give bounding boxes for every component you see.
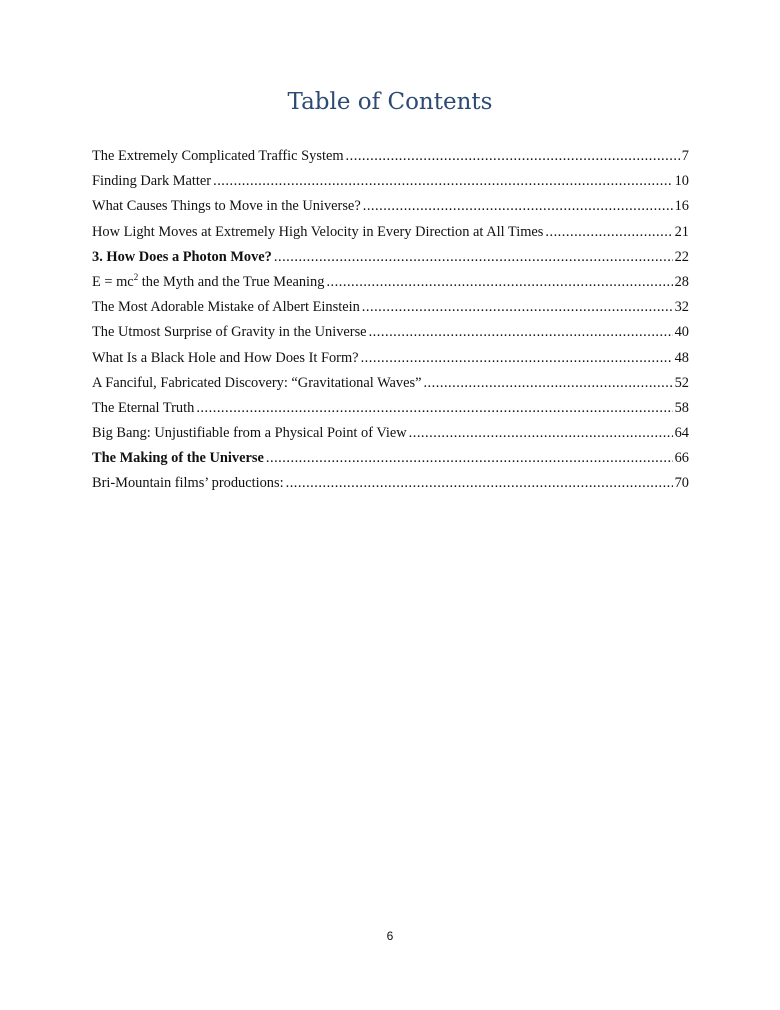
toc-list (92, 148, 689, 501)
toc-entry-page: 21 (674, 223, 689, 240)
dot-leader (196, 400, 672, 417)
toc-entry-title: The Utmost Surprise of Gravity in the Universe (92, 324, 367, 341)
page-number: 6 (386, 929, 394, 943)
toc-entry (92, 173, 689, 198)
toc-entry-page: 70 (674, 475, 689, 492)
toc-entry (92, 425, 689, 450)
toc-entry-page: 52 (674, 374, 689, 391)
toc-entry (92, 350, 689, 375)
toc-entry (92, 324, 689, 349)
toc-entry-title: The Most Adorable Mistake of Albert Einstein (92, 299, 360, 316)
toc-entry-page: 32 (674, 299, 689, 316)
dot-leader (213, 173, 673, 190)
toc-entry-title: 3. How Does a Photon Move? (92, 248, 272, 265)
dot-leader (286, 475, 673, 492)
toc-entry-title: What Causes Things to Move in the Universe? (92, 198, 361, 215)
toc-entry-page: 48 (674, 349, 689, 366)
toc-entry-title-end: the Myth and the True Meaning (138, 273, 325, 290)
toc-entry (92, 400, 689, 425)
toc-entry-title: What Is a Black Hole and How Does It Form? (92, 349, 359, 366)
toc-entry-page: 16 (674, 198, 689, 215)
toc-entry (92, 249, 689, 274)
toc-entry-title-start: E = mc (92, 273, 134, 290)
dot-leader (326, 274, 672, 291)
toc-entry-title: The Extremely Complicated Traffic System (92, 148, 344, 164)
toc-entry-page: 10 (674, 173, 689, 190)
toc-entry-page: 7 (681, 148, 689, 164)
dot-leader (266, 450, 673, 467)
toc-entry-title: Bri-Mountain films’ productions: (92, 475, 284, 492)
dot-leader (363, 198, 673, 215)
toc-entry (92, 148, 689, 173)
dot-leader (409, 425, 673, 442)
toc-entry-page: 22 (674, 248, 689, 265)
toc-entry (92, 198, 689, 223)
toc-entry-page: 40 (674, 324, 689, 341)
toc-entry-title: Finding Dark Matter (92, 173, 212, 190)
dot-leader (361, 350, 673, 367)
dot-leader (362, 299, 673, 316)
toc-entry-page: 66 (674, 450, 689, 467)
toc-entry-title: The Making of the Universe (92, 450, 264, 467)
toc-entry-title: Big Bang: Unjustifiable from a Physical Point of View (92, 425, 407, 442)
toc-entry (92, 375, 689, 400)
dot-leader (346, 148, 680, 165)
toc-entry-title (92, 274, 324, 291)
dot-leader (369, 324, 673, 341)
toc-entry-page: 58 (674, 399, 689, 416)
page-title: Table of Contents (287, 89, 493, 115)
toc-entry-title: How Light Moves at Extremely High Velocity in Every Direction at All Times (92, 223, 544, 240)
toc-entry-title: The Eternal Truth (92, 399, 195, 416)
dot-leader (545, 224, 672, 241)
toc-entry (92, 475, 689, 500)
toc-entry-page: 64 (674, 425, 689, 442)
dot-leader (274, 249, 673, 266)
toc-entry (92, 224, 689, 249)
toc-entry-page: 28 (674, 273, 689, 290)
toc-entry (92, 450, 689, 475)
superscript-two: 2 (133, 272, 139, 283)
toc-entry (92, 299, 689, 324)
toc-entry-title: A Fanciful, Fabricated Discovery: “Gravitational Waves” (92, 374, 422, 391)
toc-entry (92, 274, 689, 299)
dot-leader (423, 375, 672, 392)
